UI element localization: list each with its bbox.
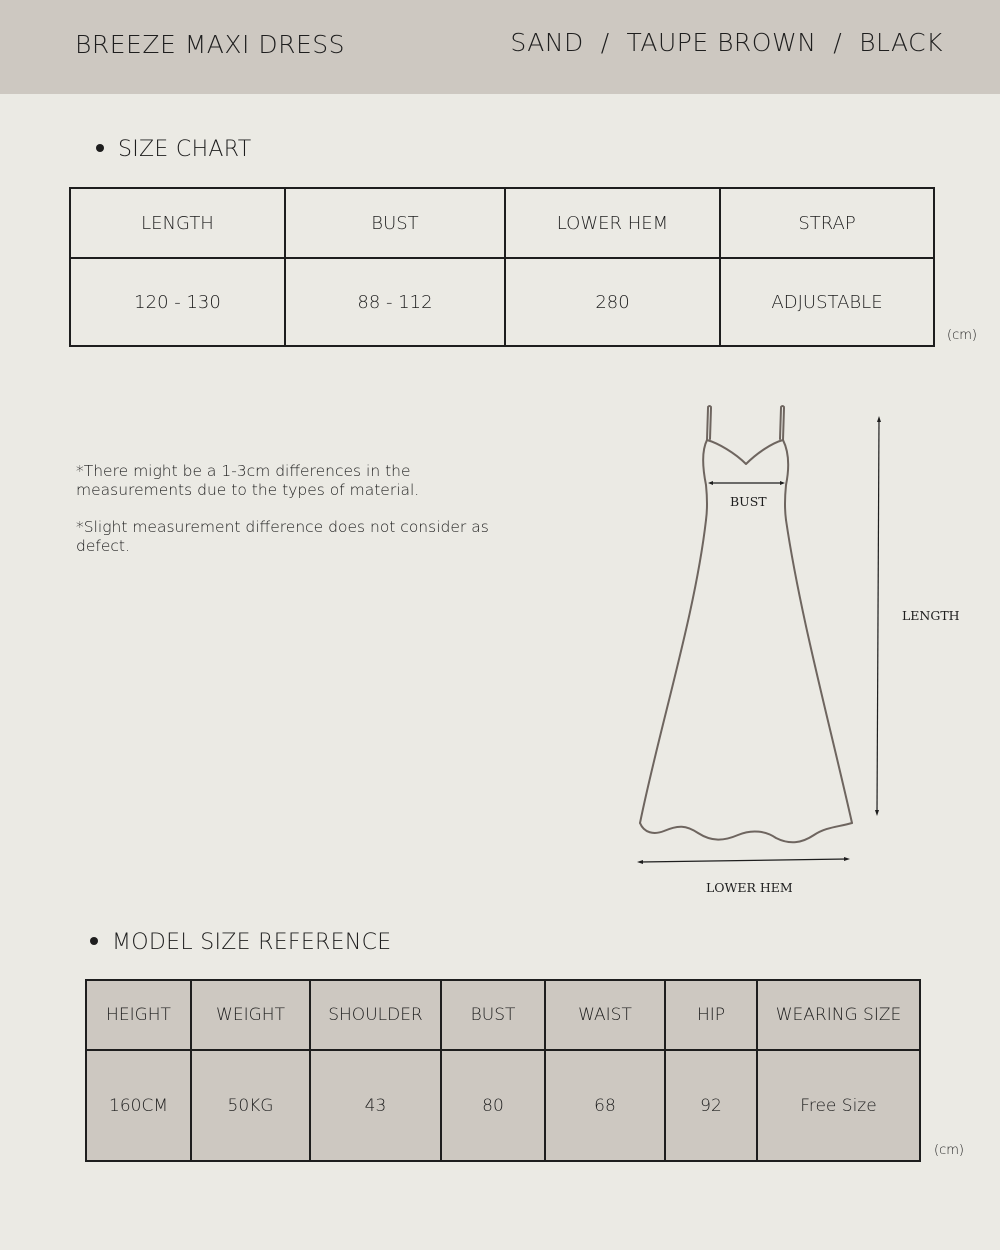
header-band — [0, 0, 1000, 94]
size-chart-table — [69, 187, 935, 347]
table-row — [70, 258, 934, 346]
table-row — [86, 1050, 920, 1161]
table-header-cell: LENGTH — [70, 188, 285, 258]
model-size-table — [85, 979, 921, 1162]
table-cell: 88 - 112 — [285, 258, 505, 346]
table-cell: 68 — [545, 1050, 665, 1161]
table-header-cell: BUST — [285, 188, 505, 258]
dress-outline-icon — [620, 395, 980, 895]
size-chart-title: SIZE CHART — [118, 137, 252, 162]
product-title: BREEZE MAXI DRESS — [75, 30, 345, 59]
bullet-icon — [96, 144, 104, 152]
table-header-cell: HEIGHT — [86, 980, 191, 1050]
length-label: LENGTH — [902, 608, 960, 623]
lower-hem-label: LOWER HEM — [706, 880, 793, 895]
table-cell: 280 — [505, 258, 720, 346]
note-defect: *Slight measurement difference does not consider as defect. — [76, 518, 489, 555]
table-header-cell: WEARING SIZE — [757, 980, 920, 1050]
model-reference-title: MODEL SIZE REFERENCE — [112, 930, 392, 955]
table-header-row — [70, 188, 934, 258]
color-options: SAND / TAUPE BROWN / BLACK — [510, 28, 943, 57]
size-chart-unit: (cm) — [947, 328, 977, 343]
model-reference-heading — [90, 930, 391, 955]
table-cell: 92 — [665, 1050, 757, 1161]
table-header-cell: HIP — [665, 980, 757, 1050]
size-chart-heading — [96, 137, 252, 162]
model-table-unit: (cm) — [934, 1143, 964, 1158]
table-cell: 160CM — [86, 1050, 191, 1161]
table-header-cell: WEIGHT — [191, 980, 310, 1050]
table-cell: 43 — [310, 1050, 441, 1161]
table-header-cell: STRAP — [720, 188, 934, 258]
table-header-row — [86, 980, 920, 1050]
bust-label: BUST — [730, 494, 767, 509]
table-cell: ADJUSTABLE — [720, 258, 934, 346]
table-header-cell: SHOULDER — [310, 980, 441, 1050]
bullet-icon — [90, 937, 98, 945]
table-cell: 80 — [441, 1050, 545, 1161]
note-material-difference: *There might be a 1-3cm differences in the measurements due to the types of material. — [76, 462, 420, 499]
table-cell: Free Size — [757, 1050, 920, 1161]
table-cell: 50KG — [191, 1050, 310, 1161]
table-header-cell: WAIST — [545, 980, 665, 1050]
dress-diagram — [620, 395, 980, 899]
table-header-cell: BUST — [441, 980, 545, 1050]
table-cell: 120 - 130 — [70, 258, 285, 346]
table-header-cell: LOWER HEM — [505, 188, 720, 258]
